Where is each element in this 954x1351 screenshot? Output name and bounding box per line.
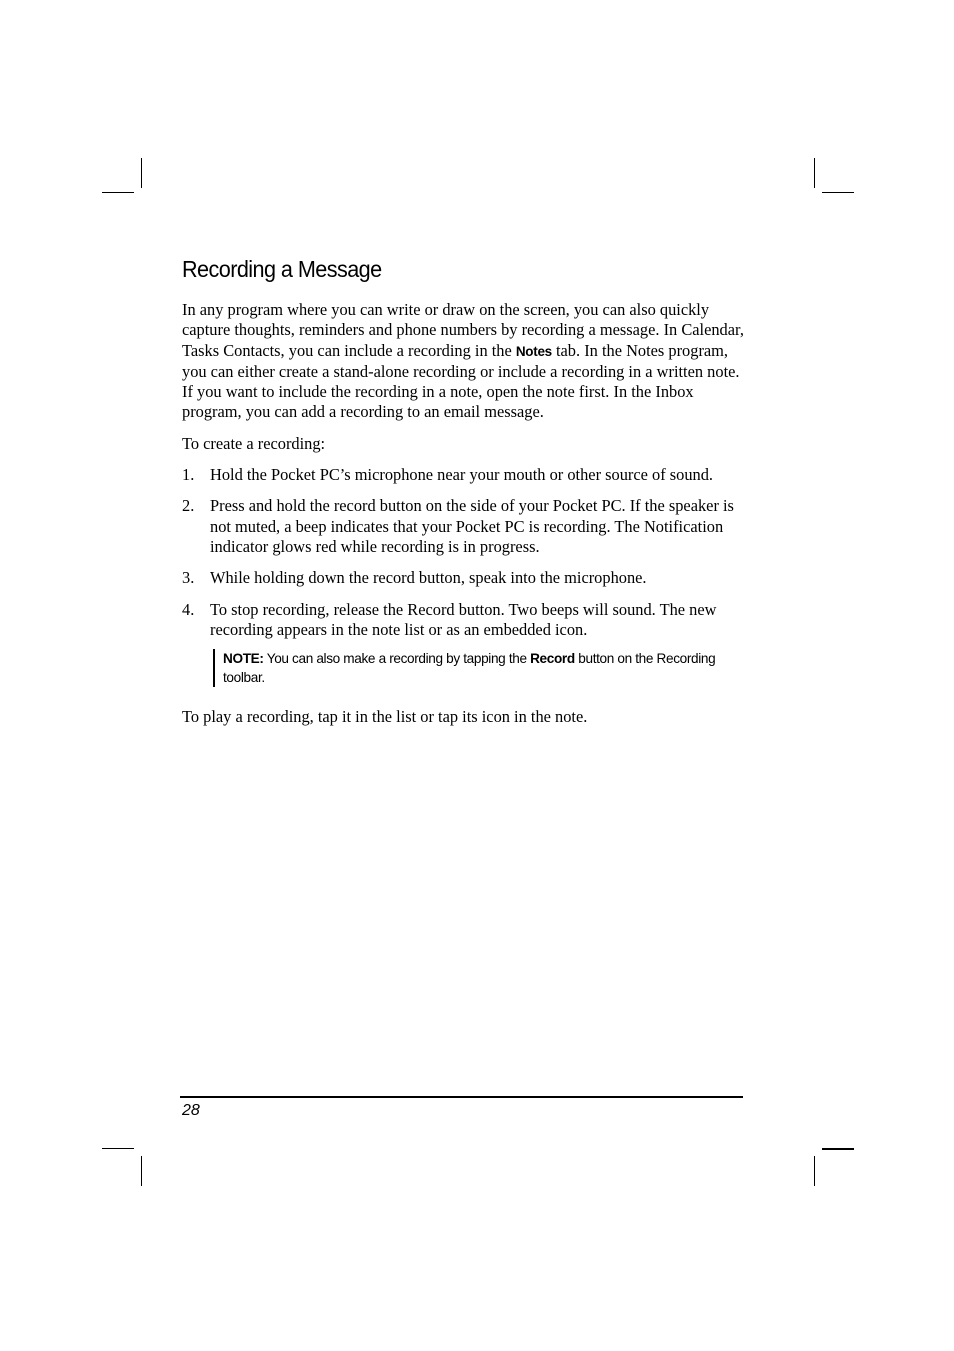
note-label: NOTE:: [223, 651, 264, 667]
steps-list: [182, 465, 744, 640]
intro-text-1: In any program where you can write or draw on the screen, you can also quickly capture thoughts, reminders and phone numbers by recording a message. In Calendar, Tasks Contacts, you can include a recording in the: [182, 300, 744, 360]
step-number: 4.: [182, 599, 195, 619]
crop-mark-top-left-v: [141, 158, 142, 188]
crop-mark-top-left-h: [102, 192, 134, 193]
step-number: 3.: [182, 568, 195, 588]
crop-mark-bottom-right-h: [822, 1148, 854, 1150]
closing-paragraph: To play a recording, tap it in the list or tap its icon in the note.: [182, 707, 588, 727]
step-text: Press and hold the record button on the side of your Pocket PC. If the speaker is not muted, a beep indicates that your Pocket PC is recording. The Notification indicator glows red while recording is in progress.: [210, 496, 734, 556]
step-number: 1.: [182, 465, 195, 485]
step-text: To stop recording, release the Record button. Two beeps will sound. The new recording appears in the note list or as an embedded icon.: [210, 599, 717, 639]
step-text: While holding down the record button, speak into the microphone.: [210, 568, 647, 588]
step-text: Hold the Pocket PC’s microphone near your mouth or other source of sound.: [210, 465, 714, 485]
list-item: [182, 600, 744, 641]
intro-text-2: tab. In the Notes program, you can either create a stand-alone recording or include a recording in a written note. If you want to include the recording in a note, open the note first. In the Inbox program, you can add a recording to an email message.: [182, 340, 740, 422]
note-text-1: You can also make a recording by tapping the: [263, 651, 531, 667]
crop-mark-top-right-v: [814, 158, 815, 188]
list-item: [182, 496, 744, 557]
record-button-label: Record: [530, 651, 575, 667]
list-item: [182, 465, 744, 485]
page-number: 28: [182, 1102, 200, 1119]
note-text-2: button on the Recording toolbar.: [223, 651, 716, 686]
crop-mark-bottom-left-v: [141, 1156, 142, 1186]
step-number: 2.: [182, 496, 195, 516]
page-content: [182, 252, 744, 727]
list-item: [182, 568, 744, 588]
footer-rule: [180, 1096, 743, 1098]
note-box: [213, 649, 744, 687]
crop-mark-bottom-left-h: [102, 1148, 134, 1149]
intro-paragraph: [182, 300, 744, 423]
notes-tab-label: Notes: [515, 343, 552, 359]
section-heading: Recording a Message: [182, 256, 382, 282]
crop-mark-top-right-h: [822, 192, 854, 193]
steps-lead: To create a recording:: [182, 433, 326, 453]
crop-mark-bottom-right-v: [814, 1156, 815, 1186]
